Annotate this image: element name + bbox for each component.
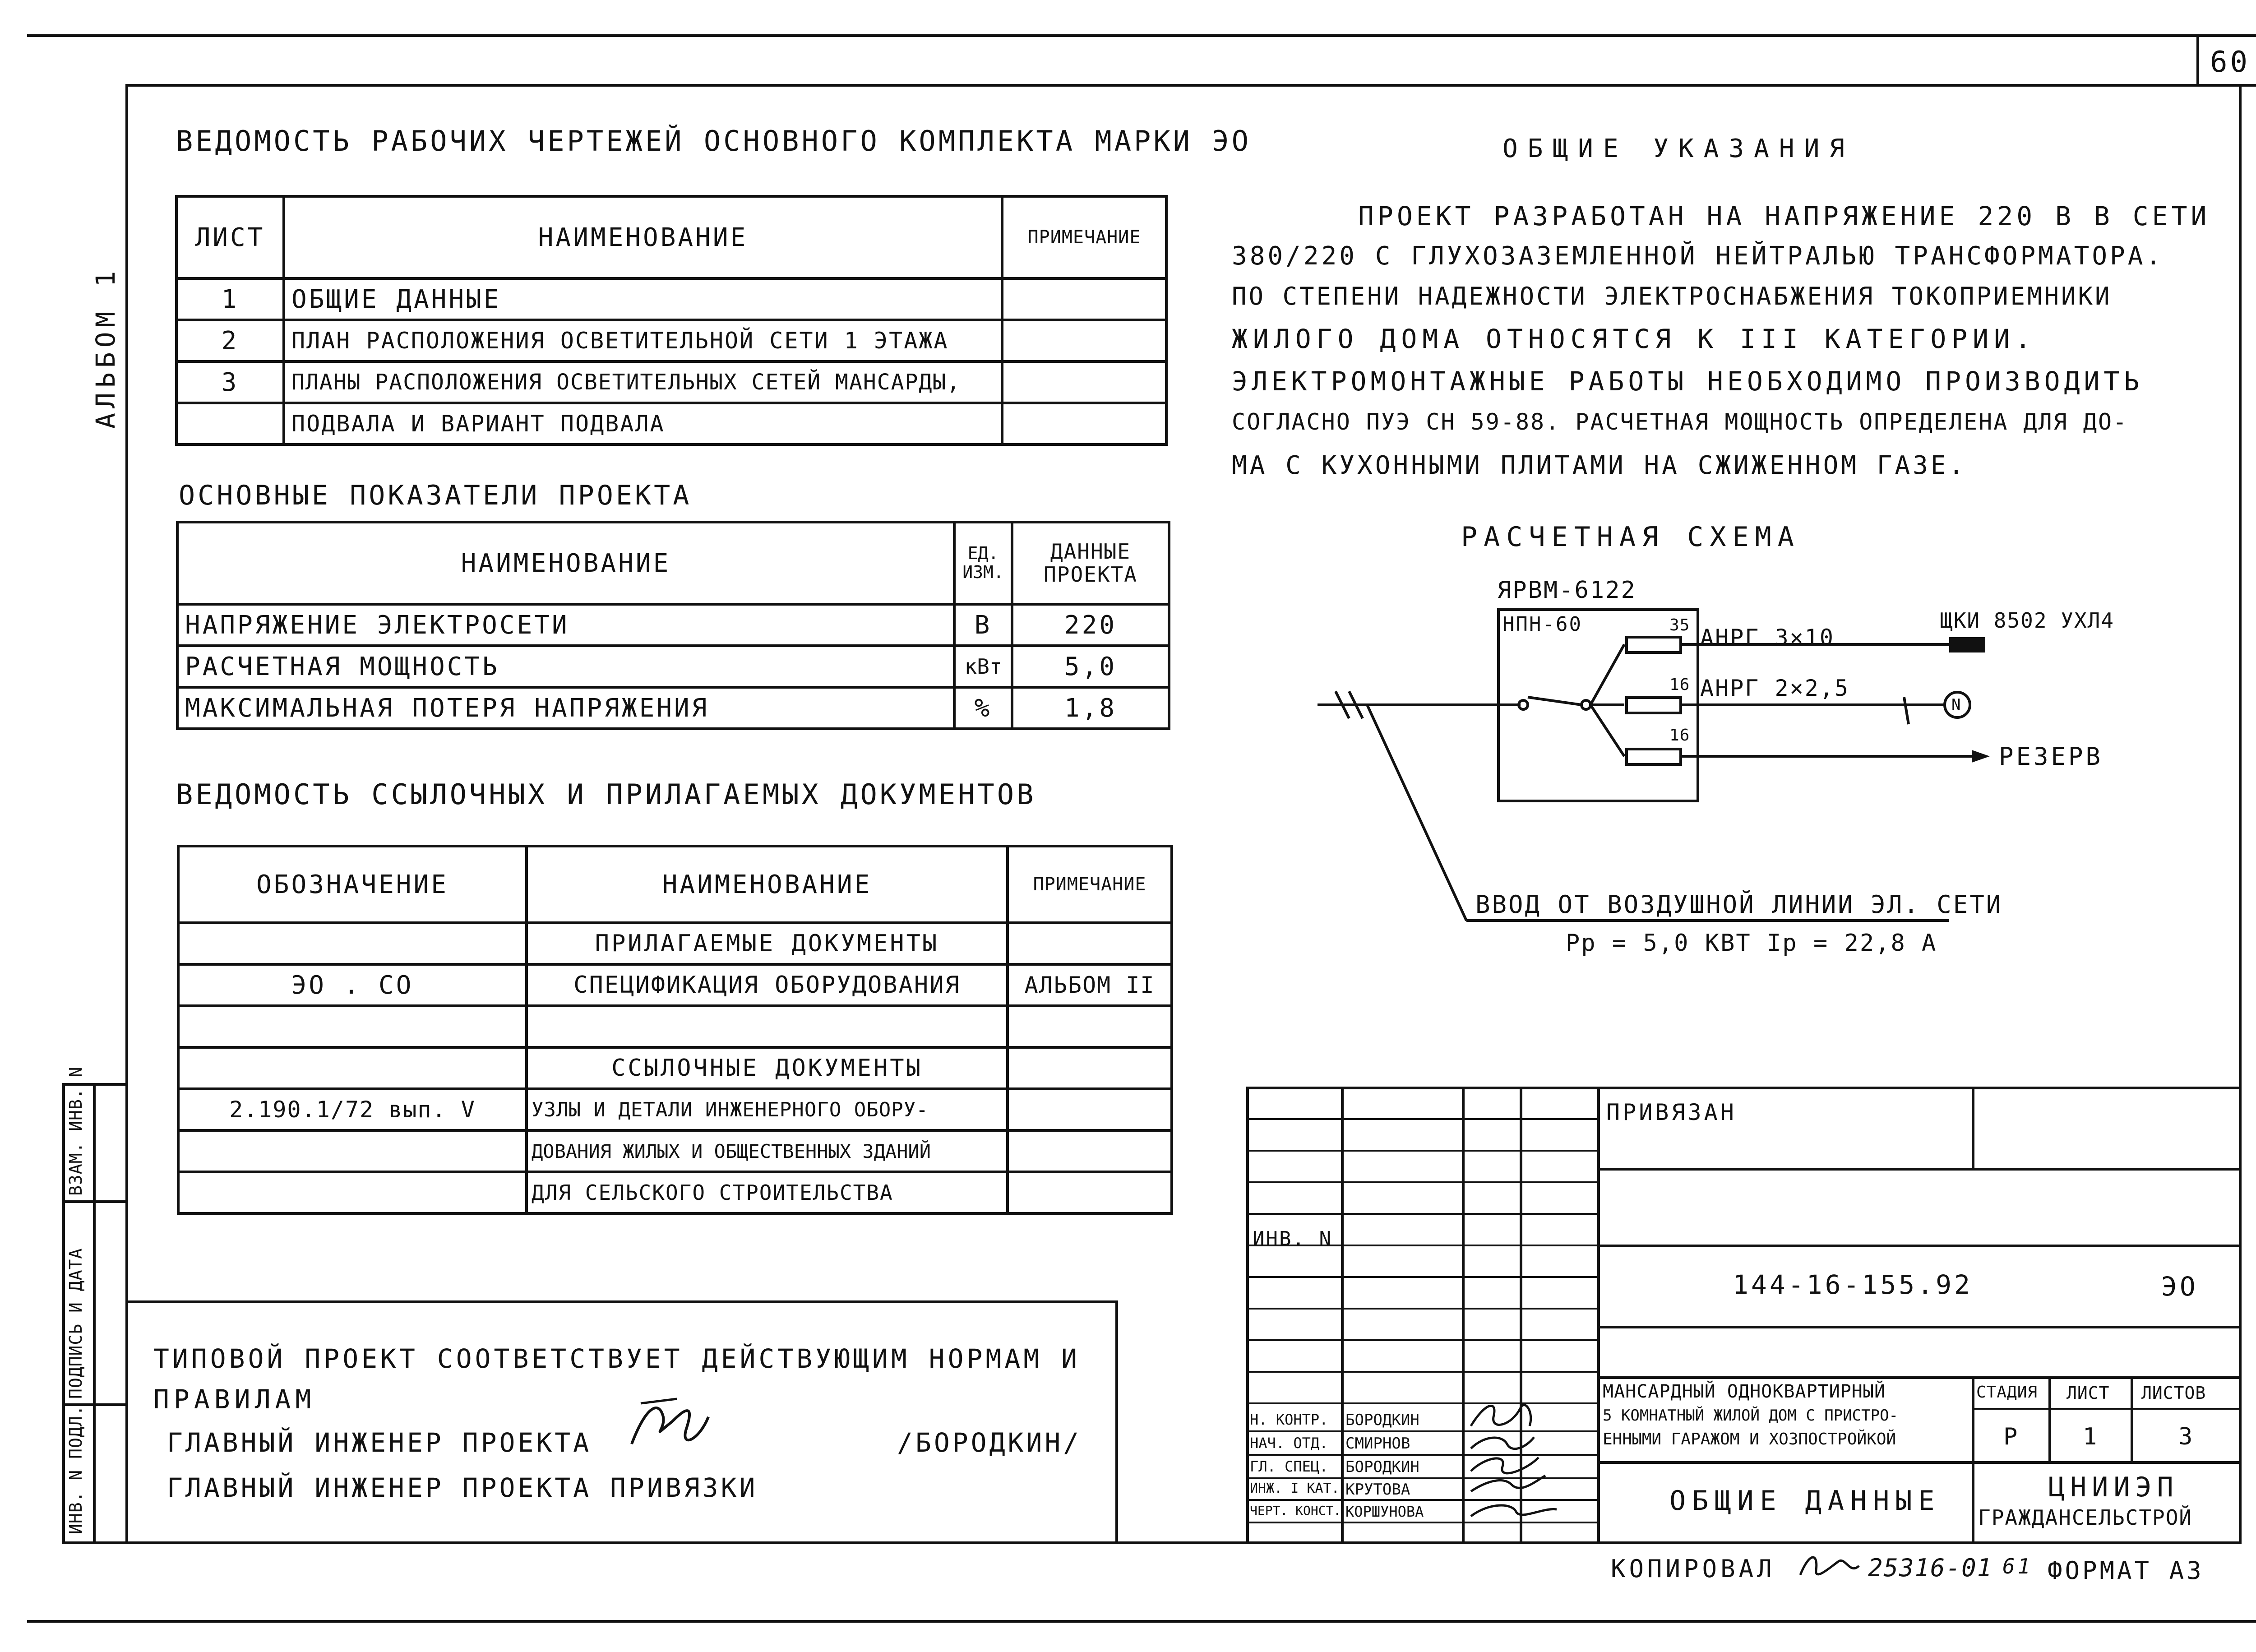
cell: ССЫЛОЧНЫЕ ДОКУМЕНТЫ [527,1047,1008,1089]
scheme-cable-2: АНРГ 2×2,5 [1700,675,1850,701]
general-notes-line-3: ПО СТЕПЕНИ НАДЕЖНОСТИ ЭЛЕКТРОСНАБЖЕНИЯ ТОКОПРИЕМНИКИ [1232,282,2112,310]
scheme-ground-label: N [1951,696,1961,714]
tb-left-row-2 [1246,1150,1597,1152]
tb-left-row-4 [1246,1213,1597,1215]
left-strip-sign-label: ПОДПИСЬ И ДАТА [66,1248,86,1399]
cell: 1,8 [1012,687,1169,729]
cell: ДОВАНИЯ ЖИЛЫХ И ОБЩЕСТВЕННЫХ ЗДАНИЙ [527,1130,1008,1172]
header-cell: НАИМЕНОВАНИЕ [177,522,954,604]
cell: УЗЛЫ И ДЕТАЛИ ИНЖЕНЕРНОГО ОБОРУ- [527,1089,1008,1130]
tb-role-1: Н. КОНТР. [1250,1411,1328,1428]
cell: 5,0 [1012,646,1169,687]
cell: 3 [176,361,284,403]
left-strip-vzam-label: ВЗАМ. ИНВ. N [66,1066,86,1196]
tb-name-3: БОРОДКИН [1345,1458,1419,1476]
tb-name-4: КРУТОВА [1345,1481,1410,1499]
tb-stage-divider [1972,1376,1974,1544]
tb-left-row-7 [1246,1308,1597,1310]
tb-sheet-divider [2048,1376,2051,1461]
header-cell: ПРИМЕЧАНИЕ [1008,846,1172,923]
cell: НАПРЯЖЕНИЕ ЭЛЕКТРОСЕТИ [177,604,954,646]
tb-role-4: ИНЖ. I КАТ. [1250,1481,1340,1496]
scheme-cable-1: АНРГ 3×10 [1700,625,1835,651]
tb-left-row-6 [1246,1276,1597,1278]
scheme-input-line: ВВОД ОТ ВОЗДУШНОЙ ЛИНИИ ЭЛ. СЕТИ [1475,890,2003,919]
chief-engineer-label: ГЛАВНЫЙ ИНЖЕНЕР ПРОЕКТА [167,1427,592,1458]
tb-stage-value: Р [2003,1423,2020,1450]
tb-org-2: ГРАЖДАНСЕЛЬСТРОЙ [1978,1505,2193,1530]
tb-project-name-1: МАНСАРДНЫЙ ОДНОКВАРТИРНЫЙ [1603,1381,1886,1402]
tb-bound-label: ПРИВЯЗАН [1606,1099,1737,1125]
tb-role-2: НАЧ. ОТД. [1250,1435,1328,1452]
tb-sheet-header: ЛИСТ [2066,1383,2110,1403]
tb-name-2: СМИРНОВ [1345,1435,1410,1453]
cell: ПОДВАЛА И ВАРИАНТ ПОДВАЛА [284,403,1002,444]
general-notes-line-2: 380/220 С ГЛУХОЗАЗЕМЛЕННОЙ НЕЙТРАЛЬЮ ТРАНСФОРМАТОРА. [1232,241,2164,271]
scheme-breaker-label: НПН-60 [1502,613,1582,636]
tb-right-row-5 [1597,1461,2242,1464]
tb-doc-title: ОБЩИЕ ДАННЫЕ [1669,1485,1941,1517]
compliance-line-1: ТИПОВОЙ ПРОЕКТ СООТВЕТСТВУЕТ ДЕЙСТВУЮЩИМ НОРМАМ И [153,1343,1081,1374]
cell: 2 [176,320,284,361]
tb-inv-label: ИНВ. N [1253,1227,1332,1250]
references-title: ВЕДОМОСТЬ ССЫЛОЧНЫХ И ПРИЛАГАЕМЫХ ДОКУМЕНТОВ [176,778,1036,811]
cell: ОБЩИЕ ДАННЫЕ [284,278,1002,320]
general-notes-line-5: ЭЛЕКТРОМОНТАЖНЫЕ РАБОТЫ НЕОБХОДИМО ПРОИЗВОДИТЬ [1232,366,2144,397]
chief-signature [623,1390,713,1462]
header-cell: ОБОЗНАЧЕНИЕ [178,846,527,923]
cell: 1 [176,278,284,320]
general-notes-line-4: ЖИЛОГО ДОМА ОТНОСЯТСЯ К III КАТЕГОРИИ. [1232,324,2036,354]
tb-bound-divider [1972,1087,1974,1168]
header-cell: НАИМЕНОВАНИЕ [527,846,1008,923]
general-notes-line-6: СОГЛАСНО ПУЭ СН 59-88. РАСЧЕТНАЯ МОЩНОСТЬ ОПРЕДЕЛЕНА ДЛЯ ДО- [1232,409,2128,435]
tb-code: 144-16-155.92 [1733,1269,1973,1300]
tb-role-3: ГЛ. СПЕЦ. [1250,1458,1328,1475]
cell: В [954,604,1012,646]
cell: ДЛЯ СЕЛЬСКОГО СТРОИТЕЛЬСТВА [527,1172,1008,1213]
scheme-target-1: ЩКИ 8502 УХЛ4 [1940,608,2115,633]
tb-right-row-4 [1597,1376,2242,1379]
tb-right-row-3 [1597,1326,2242,1328]
scheme-input-params: Рр = 5,0 КВТ Ір = 22,8 А [1566,930,1937,957]
page-number: 60 [2210,46,2251,79]
tb-left-row-8 [1246,1339,1597,1341]
tb-sheets-divider [2131,1376,2133,1461]
cell: СПЕЦИФИКАЦИЯ ОБОРУДОВАНИЯ [527,964,1008,1006]
general-notes-line-7: МА С КУХОННЫМИ ПЛИТАМИ НА СЖИЖЕННОМ ГАЗЕ. [1232,451,1967,480]
scheme-title: РАСЧЕТНАЯ СХЕМА [1461,521,1800,553]
album-side-label: АЛЬБОМ 1 [90,266,121,429]
tb-left-row-3 [1246,1181,1597,1183]
cell: ПРИЛАГАЕМЫЕ ДОКУМЕНТЫ [527,923,1008,964]
footer-format: ФОРМАТ А3 [2048,1556,2204,1585]
left-strip-inv-label: ИНВ. N ПОДЛ. [66,1405,86,1534]
cell: 2.190.1/72 вып. V [178,1089,527,1130]
tb-right-row-1 [1597,1168,2242,1171]
tb-stage-header: СТАДИЯ [1976,1383,2038,1402]
cell: 220 [1012,604,1169,646]
tb-role-5: ЧЕРТ. КОНСТ. [1250,1503,1341,1518]
cell: % [954,687,1012,729]
cell: ЭО . СО [178,964,527,1006]
cell: ПЛАН РАСПОЛОЖЕНИЯ ОСВЕТИТЕЛЬНОЙ СЕТИ 1 ЭТАЖА [284,320,1002,361]
indicators-title: ОСНОВНЫЕ ПОКАЗАТЕЛИ ПРОЕКТА [179,480,692,511]
header-cell: ДАННЫЕ ПРОЕКТА [1012,522,1169,604]
header-cell: ПРИМЕЧАНИЕ [1002,196,1166,278]
cell: АЛЬБОМ II [1008,964,1172,1006]
compliance-box [125,1300,1118,1544]
header-cell: НАИМЕНОВАНИЕ [284,196,1002,278]
tb-mark: ЭО [2161,1271,2198,1302]
chief-binding-label: ГЛАВНЫЙ ИНЖЕНЕР ПРОЕКТА ПРИВЯЗКИ [167,1472,758,1503]
tb-org-1: ЦНИИЭП [2048,1472,2179,1503]
tb-sheets-header: ЛИСТОВ [2141,1383,2206,1403]
tb-stage-header-line [1972,1408,2242,1410]
header-cell: ЕД. ИЗМ. [954,522,1012,604]
footer-sheet: 61 [2002,1554,2033,1578]
tb-left-row-9 [1246,1371,1597,1373]
tb-sheets-value: 3 [2178,1423,2196,1450]
cell: кВт [954,646,1012,687]
scheme-fuse-2: 16 [1669,676,1690,694]
chief-engineer-name: /БОРОДКИН/ [897,1427,1082,1458]
tb-project-name-2: 5 КОМНАТНЫЙ ЖИЛОЙ ДОМ С ПРИСТРО- [1603,1407,1899,1425]
scheme-reserve: РЕЗЕРВ [1999,742,2103,771]
scheme-fuse-1: 35 [1669,616,1690,634]
tb-name-1: БОРОДКИН [1345,1411,1419,1429]
general-notes-line-1: ПРОЕКТ РАЗРАБОТАН НА НАПРЯЖЕНИЕ 220 В В СЕТИ [1358,201,2210,231]
sheets-list-title: ВЕДОМОСТЬ РАБОЧИХ ЧЕРТЕЖЕЙ ОСНОВНОГО КОМПЛЕКТА МАРКИ ЭО [176,125,1251,157]
tb-right-row-2 [1597,1245,2242,1247]
scheme-panel-label: ЯРВМ-6122 [1497,577,1637,604]
cell: МАКСИМАЛЬНАЯ ПОТЕРЯ НАПРЯЖЕНИЯ [177,687,954,729]
tb-signatures [1466,1394,1584,1548]
tb-vline-2 [1462,1087,1465,1544]
cell: ПЛАНЫ РАСПОЛОЖЕНИЯ ОСВЕТИТЕЛЬНЫХ СЕТЕЙ МАНСАРДЫ, [284,361,1002,403]
tb-vline-4 [1597,1087,1600,1544]
cell: РАСЧЕТНАЯ МОЩНОСТЬ [177,646,954,687]
general-notes-title: ОБЩИЕ УКАЗАНИЯ [1502,134,1855,163]
tb-left-row-1 [1246,1118,1597,1120]
tb-name-5: КОРШУНОВА [1345,1503,1424,1520]
header-cell: ЛИСТ [176,196,284,278]
scheme-fuse-3: 16 [1669,726,1690,745]
footer-copier-signature [1796,1548,1863,1588]
compliance-line-2: ПРАВИЛАМ [153,1384,316,1415]
footer-number: 25316-01 [1868,1554,1993,1582]
tb-sheet-value: 1 [2083,1423,2100,1450]
footer-copied: КОПИРОВАЛ [1611,1555,1775,1583]
tb-project-name-3: ЕННЫМИ ГАРАЖОМ И ХОЗПОСТРОЙКОЙ [1603,1430,1896,1448]
tb-vline-1 [1341,1087,1344,1544]
